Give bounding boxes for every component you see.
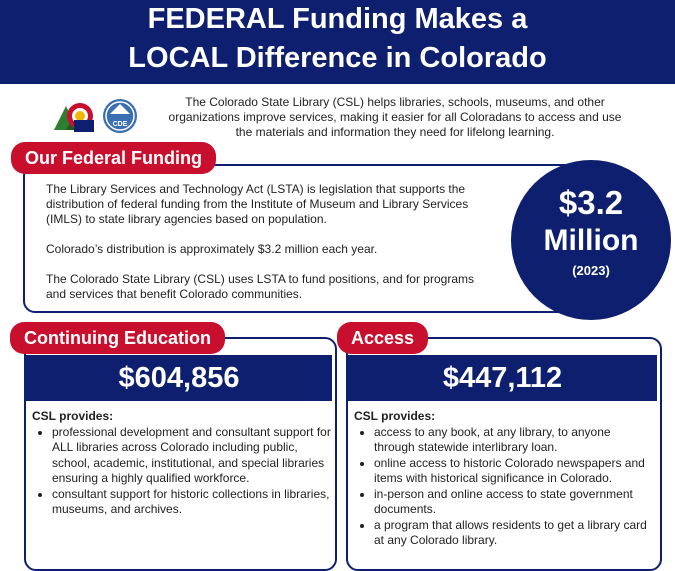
title-line-2: LOCAL Difference in Colorado <box>128 42 547 74</box>
federal-paragraph-2: Colorado’s distribution is approximately $3.2 million each year. <box>46 242 378 256</box>
list-item: • online access to historic Colorado newspapers and items with historical significance in Colorado. <box>374 456 654 487</box>
list-item: • in-person and online access to state government documents. <box>374 487 654 518</box>
continuing-education-list <box>32 425 332 518</box>
access-provides <box>354 409 654 549</box>
access-list <box>354 425 654 549</box>
title-banner <box>0 0 675 84</box>
list-item: • a program that allows residents to get a library card at any Colorado library. <box>374 518 654 549</box>
federal-paragraph-3: The Colorado State Library (CSL) uses LSTA to fund positions, and for programs and services that benefit Colorado communities. <box>46 272 474 301</box>
provides-label: CSL provides: <box>354 409 436 423</box>
federal-paragraph-1: The Library Services and Technology Act (LSTA) is legislation that supports the distribution of federal funding from the Institute of Museum and Library Services (IMLS) to state library agencies based on population. <box>46 182 469 226</box>
federal-funding-heading: Our Federal Funding <box>11 142 216 174</box>
access-amount: $447,112 <box>348 355 657 401</box>
total-amount: $3.2 <box>558 184 624 221</box>
continuing-education-amount: $604,856 <box>26 355 332 401</box>
total-year: (2023) <box>572 263 610 278</box>
intro-text: The Colorado State Library (CSL) helps libraries, schools, museums, and other organizations improve services, making it easier for all Coloradans to access and use the materials and information they need for lifelong learning. <box>168 95 622 139</box>
continuing-education-heading: Continuing Education <box>10 322 225 354</box>
access-heading: Access <box>337 322 428 354</box>
federal-funding-text <box>46 182 496 317</box>
cde-logo <box>103 99 137 133</box>
colorado-state-logo <box>54 103 94 132</box>
provides-label: CSL provides: <box>32 409 114 423</box>
title-line-1: FEDERAL Funding Makes a <box>147 3 528 35</box>
total-funding-circle <box>511 160 671 320</box>
continuing-education-provides <box>32 409 332 518</box>
logo-group <box>52 96 142 136</box>
list-item: • professional development and consultant support for ALL libraries across Colorado including public, school, academic, institutional, and special libraries ensuring a highly qualified workforce. <box>52 425 332 487</box>
total-unit: Million <box>543 224 639 257</box>
cde-logo-text: CDE <box>112 121 128 128</box>
list-item: • access to any book, at any library, to anyone through statewide interlibrary loan. <box>374 425 654 456</box>
list-item: • consultant support for historic collections in libraries, museums, and archives. <box>52 487 332 518</box>
